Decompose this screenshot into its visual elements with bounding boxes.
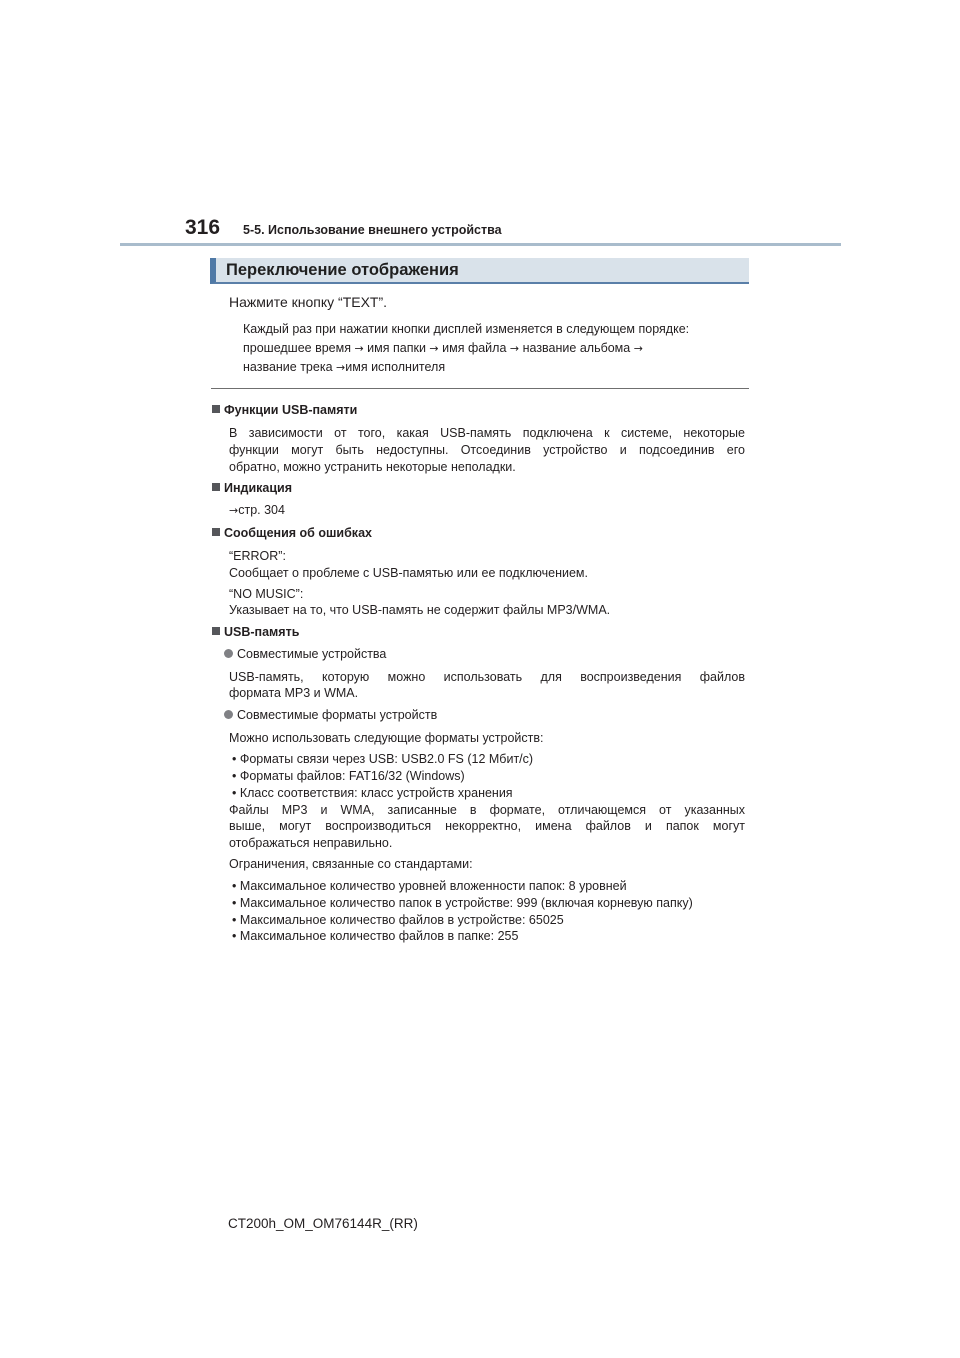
paragraph-line: USB-память, которую можно использовать для воспроизведения файлов — [229, 670, 745, 684]
arrow-icon: → — [336, 361, 346, 374]
arrow-icon: → — [633, 342, 643, 355]
circle-bullet-icon — [224, 649, 233, 658]
paragraph-line: функции могут быть недоступны. Отсоединив устройство и подсоединив его — [229, 443, 745, 457]
compatible-devices-heading — [224, 647, 386, 661]
square-bullet-icon — [212, 528, 220, 536]
page-number: 316 — [185, 216, 221, 239]
display-sequence-line — [243, 360, 445, 374]
error-code: “ERROR”: — [229, 549, 286, 563]
compatible-formats-heading — [224, 708, 437, 722]
sequence-item: имя файла — [442, 341, 507, 355]
error-description: Указывает на то, что USB-память не содержит файлы MP3/WMA. — [229, 603, 611, 617]
square-bullet-icon — [212, 405, 220, 413]
explanation-line: Каждый раз при нажатии кнопки дисплей изменяется в следующем порядке: — [243, 322, 690, 336]
chapter-title: 5-5. Использование внешнего устройства — [243, 223, 502, 237]
list-item: • Форматы файлов: FAT16/32 (Windows) — [232, 769, 465, 783]
page-reference — [229, 503, 285, 517]
usb-functions-heading — [212, 403, 357, 417]
paragraph-line: Файлы MP3 и WMA, записанные в формате, отличающемся от указанных — [229, 803, 745, 817]
sequence-item: имя папки — [367, 341, 426, 355]
paragraph-line: формата MP3 и WMA. — [229, 686, 359, 700]
arrow-icon: → — [354, 342, 364, 355]
sequence-item: название трека — [243, 360, 333, 374]
paragraph-line: Ограничения, связанные со стандартами: — [229, 857, 473, 871]
arrow-icon: → — [509, 342, 520, 355]
sequence-item: название альбома — [522, 341, 631, 355]
errors-heading — [212, 526, 372, 540]
indication-heading — [212, 481, 292, 495]
section-header — [210, 258, 749, 284]
heading-text: Индикация — [224, 481, 293, 495]
arrow-icon: → — [429, 342, 439, 355]
list-item: • Максимальное количество уровней вложенности папок: 8 уровней — [232, 879, 627, 893]
section-divider — [211, 388, 749, 389]
arrow-icon: → — [229, 504, 239, 517]
square-bullet-icon — [212, 627, 220, 635]
paragraph-line: В зависимости от того, какая USB-память подключена к системе, некоторые — [229, 426, 745, 440]
list-item: • Класс соответствия: класс устройств хранения — [232, 786, 513, 800]
sequence-item: прошедшее время — [243, 341, 351, 355]
paragraph-line: выше, могут воспроизводиться некорректно, имена файлов и папок могут — [229, 819, 745, 833]
error-code: “NO MUSIC”: — [229, 587, 304, 601]
header-rule — [120, 243, 841, 246]
usb-memory-heading — [212, 625, 299, 639]
heading-text: Функции USB-памяти — [224, 403, 358, 417]
paragraph-line: Можно использовать следующие форматы устройств: — [229, 731, 544, 745]
circle-bullet-icon — [224, 710, 233, 719]
list-item: • Максимальное количество файлов в устройстве: 65025 — [232, 913, 564, 927]
page-reference-text: стр. 304 — [238, 503, 285, 517]
list-item: • Форматы связи через USB: USB2.0 FS (12 Мбит/с) — [232, 752, 534, 766]
document-code: CT200h_OM_OM76144R_(RR) — [228, 1216, 418, 1231]
display-sequence-line — [243, 341, 643, 355]
list-item: • Максимальное количество папок в устройстве: 999 (включая корневую папку) — [232, 896, 693, 910]
paragraph-line: отображаться неправильно. — [229, 836, 393, 850]
instruction-text: Нажмите кнопку “TEXT”. — [229, 294, 388, 310]
list-item: • Максимальное количество файлов в папке: 255 — [232, 929, 519, 943]
sequence-item: имя исполнителя — [345, 360, 446, 374]
section-title: Переключение отображения — [226, 261, 459, 279]
square-bullet-icon — [212, 483, 220, 491]
paragraph-line: обратно, можно устранить некоторые неполадки. — [229, 460, 516, 474]
subheading-text: Совместимые форматы устройств — [237, 708, 438, 722]
heading-text: Сообщения об ошибках — [224, 526, 372, 540]
heading-text: USB-память — [224, 625, 300, 639]
subheading-text: Совместимые устройства — [237, 647, 387, 661]
error-description: Сообщает о проблеме с USB-памятью или ее подключением. — [229, 566, 588, 580]
